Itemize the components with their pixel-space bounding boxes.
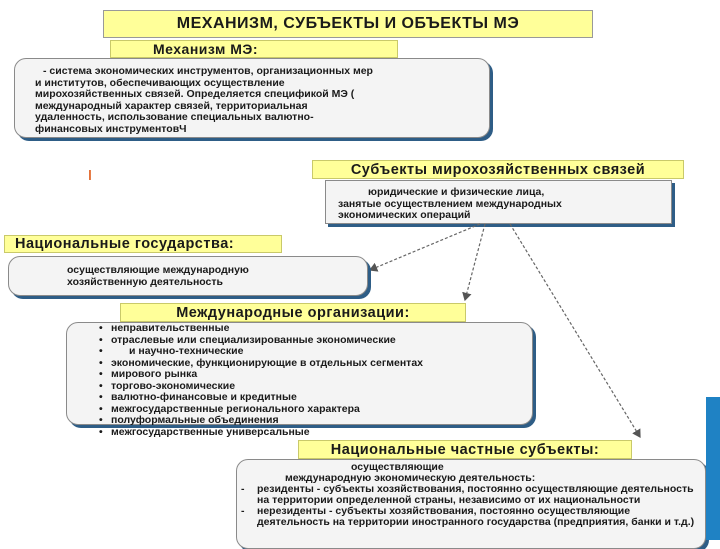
list-item: • отраслевые или специализированные экономические [99,335,532,347]
mechanism-box [14,58,490,138]
private-heading: осуществляющие [351,461,444,473]
subjects-label-text: Субъекты мирохозяйственных связей [350,161,646,178]
private-label [298,440,632,459]
arrow-to-intl-orgs [465,224,485,300]
marker-glyph: ǀ [88,167,92,183]
national-states-line: хозяйственную деятельность [67,275,223,288]
national-states-label [4,235,282,253]
national-states-label-text: Национальные государства: [15,236,235,252]
subjects-line: экономических операций [338,209,471,221]
list-item: • неправительственные [99,323,532,335]
intl-orgs-label-text: Международные организации: [176,304,410,321]
private-heading-2: международную экономическую деятельность: [285,472,536,484]
list-item: • мирового рынка [99,369,532,381]
subjects-label [312,160,684,179]
subjects-line: юридические и физические лица, [368,186,545,198]
mechanism-label-text: Механизм МЭ: [153,41,259,57]
list-item: • и научно-технические [99,346,532,358]
national-states-line: осуществляющие международную [67,264,249,276]
mechanism-line: удаленность, использование специальных валютно- [35,111,314,123]
arrow-to-national-states [370,224,480,270]
intl-orgs-label [120,303,466,322]
mechanism-label [110,40,398,58]
private-box [236,459,706,549]
list-item: • торгово-экономические [99,381,532,393]
page-title-text: МЕХАНИЗМ, СУБЪЕКТЫ И ОБЪЕКТЫ МЭ [176,15,520,32]
page-title [103,10,593,38]
list-item: - нерезиденты - субъекты хозяйствования, постоянно осуществляющие деятельность на территории иностранного государства (предприятия, банки и т.д.) [241,506,697,528]
accent-bar [706,397,720,540]
intl-orgs-box [66,322,533,438]
list-item: • полуформальные объединения [99,415,532,427]
mechanism-line: международный характер связей, территориальная [35,99,308,112]
private-list [241,484,697,528]
private-label-text: Национальные частные субъекты: [330,441,600,458]
list-item: - резиденты - субъекты хозяйствования, постоянно осуществляющие деятельность на территории определенной страны, независимо от их национальности [241,484,697,506]
list-item: • межгосударственные регионального характера [99,404,532,416]
mechanism-line: мирохозяйственных связей. Определяется спецификой МЭ ( [35,88,355,100]
intl-orgs-list [99,323,532,438]
mechanism-line: финансовых инструментовЧ [35,122,187,135]
list-item: • валютно-финансовые и кредитные [99,392,532,404]
list-item: • экономические, функционирующие в отдельных сегментах [99,358,532,370]
subjects-box [325,180,672,224]
mechanism-line: и институтов, обеспечивающих осуществление [35,76,285,89]
national-states-box [8,256,368,296]
list-item: • межгосударственные универсальные [99,427,532,439]
subjects-line: занятые осуществлением международных [338,197,562,210]
mechanism-line: - система экономических инструментов, организационных мер [43,65,373,77]
